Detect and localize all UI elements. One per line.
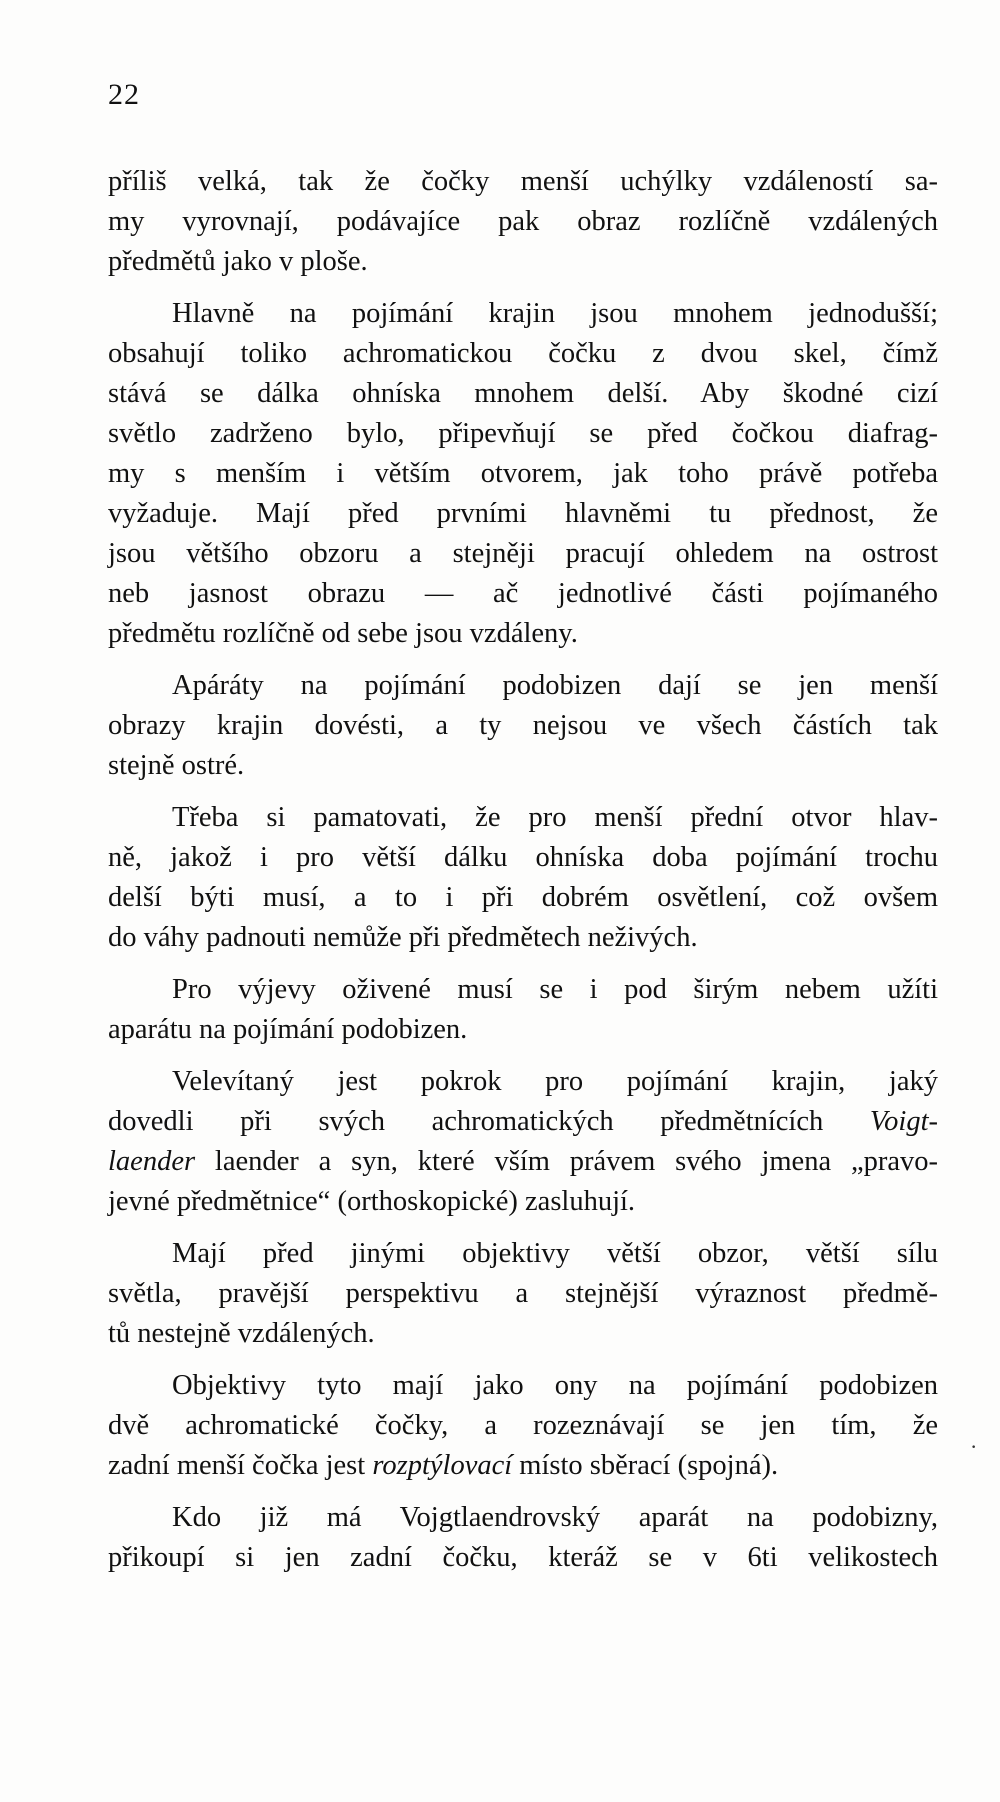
text-line: ně, jakož i pro větší dálku ohníska doba pojímání trochu — [108, 842, 938, 873]
text-line: obsahují toliko achromatickou čočku z dvou skel, čímž — [108, 338, 938, 369]
paragraph-7 — [108, 1234, 938, 1354]
italic-name: laender — [108, 1146, 196, 1177]
paragraph-4 — [108, 798, 938, 958]
paragraph-5 — [108, 970, 938, 1050]
text-line: přikoupí si jen zadní čočku, kteráž se v 6ti velikostech — [108, 1542, 938, 1573]
text-line: Apáráty na pojímání podobizen dají se jen menší — [172, 670, 938, 701]
text-line: delší býti musí, a to i při dobrém osvětlení, což ovšem — [108, 882, 938, 913]
text-line — [108, 1142, 938, 1182]
paragraph-3 — [108, 666, 938, 786]
page-number: 22 — [108, 78, 140, 111]
italic-name: Voigt- — [869, 1106, 938, 1137]
margin-mark: · — [970, 1434, 978, 1459]
italic-word: rozptýlovací — [372, 1450, 513, 1481]
text-line: Hlavně na pojímání krajin jsou mnohem jednodušší; — [172, 298, 938, 329]
text-line: dvě achromatické čočky, a rozeznávají se jen tím, že — [108, 1410, 938, 1441]
body-text — [108, 162, 938, 1578]
text-line: Objektivy tyto mají jako ony na pojímání podobizen — [172, 1370, 938, 1401]
text-line: neb jasnost obrazu — ač jednotlivé části pojímaného — [108, 578, 938, 609]
text-line: světla, pravější perspektivu a stejnější výraznost předmě- — [108, 1278, 938, 1309]
text-line: my vyrovnají, podávajíce pak obraz rozlíčně vzdálených — [108, 206, 938, 237]
paragraph-9 — [108, 1498, 938, 1578]
text-run: laender a syn, které vším právem svého jmena „pravo- — [214, 1146, 938, 1177]
text-line: obrazy krajin dovésti, a ty nejsou ve všech částích tak — [108, 710, 938, 741]
text-line: vyžaduje. Mají před prvními hlavněmi tu přednost, že — [108, 498, 938, 529]
text-line: Pro výjevy oživené musí se i pod širým nebem užíti — [172, 974, 938, 1005]
text-line: předmětů jako v ploše. — [108, 246, 368, 277]
text-run: zadní menší čočka jest — [108, 1450, 366, 1481]
text-line: předmětu rozlíčně od sebe jsou vzdáleny. — [108, 618, 578, 649]
text-line: jsou většího obzoru a stejněji pracují ohledem na ostrost — [108, 538, 938, 569]
text-run: dovedli při svých achromatických předmětnících — [108, 1106, 824, 1137]
text-line: příliš velká, tak že čočky menší uchýlky vzdáleností sa- — [108, 166, 938, 197]
paragraph-1 — [108, 162, 938, 282]
text-line: stejně ostré. — [108, 750, 245, 781]
text-line — [108, 1102, 938, 1142]
paragraph-2 — [108, 294, 938, 654]
paragraph-8 — [108, 1366, 938, 1486]
text-line — [108, 1446, 938, 1486]
text-line: Mají před jinými objektivy větší obzor, větší sílu — [172, 1238, 938, 1269]
text-line: světlo zadrženo bylo, připevňují se před čočkou diafrag- — [108, 418, 938, 449]
paragraph-6 — [108, 1062, 938, 1222]
text-line: my s menším i větším otvorem, jak toho právě potřeba — [108, 458, 938, 489]
text-line: Velevítaný jest pokrok pro pojímání krajin, jaký — [172, 1066, 938, 1097]
text-line: do váhy padnouti nemůže při předmětech neživých. — [108, 922, 698, 953]
text-line: tů nestejně vzdálených. — [108, 1318, 375, 1349]
text-line: jevné předmětnice“ (orthoskopické) zasluhují. — [108, 1186, 636, 1217]
text-line: Třeba si pamatovati, že pro menší přední otvor hlav- — [172, 802, 938, 833]
text-line: stává se dálka ohníska mnohem delší. Aby škodné cizí — [108, 378, 938, 409]
text-line: aparátu na pojímání podobizen. — [108, 1014, 468, 1045]
text-line: Kdo již má Vojgtlaendrovský aparát na podobizny, — [172, 1502, 938, 1533]
text-run: místo sběrací (spojná). — [519, 1450, 779, 1481]
